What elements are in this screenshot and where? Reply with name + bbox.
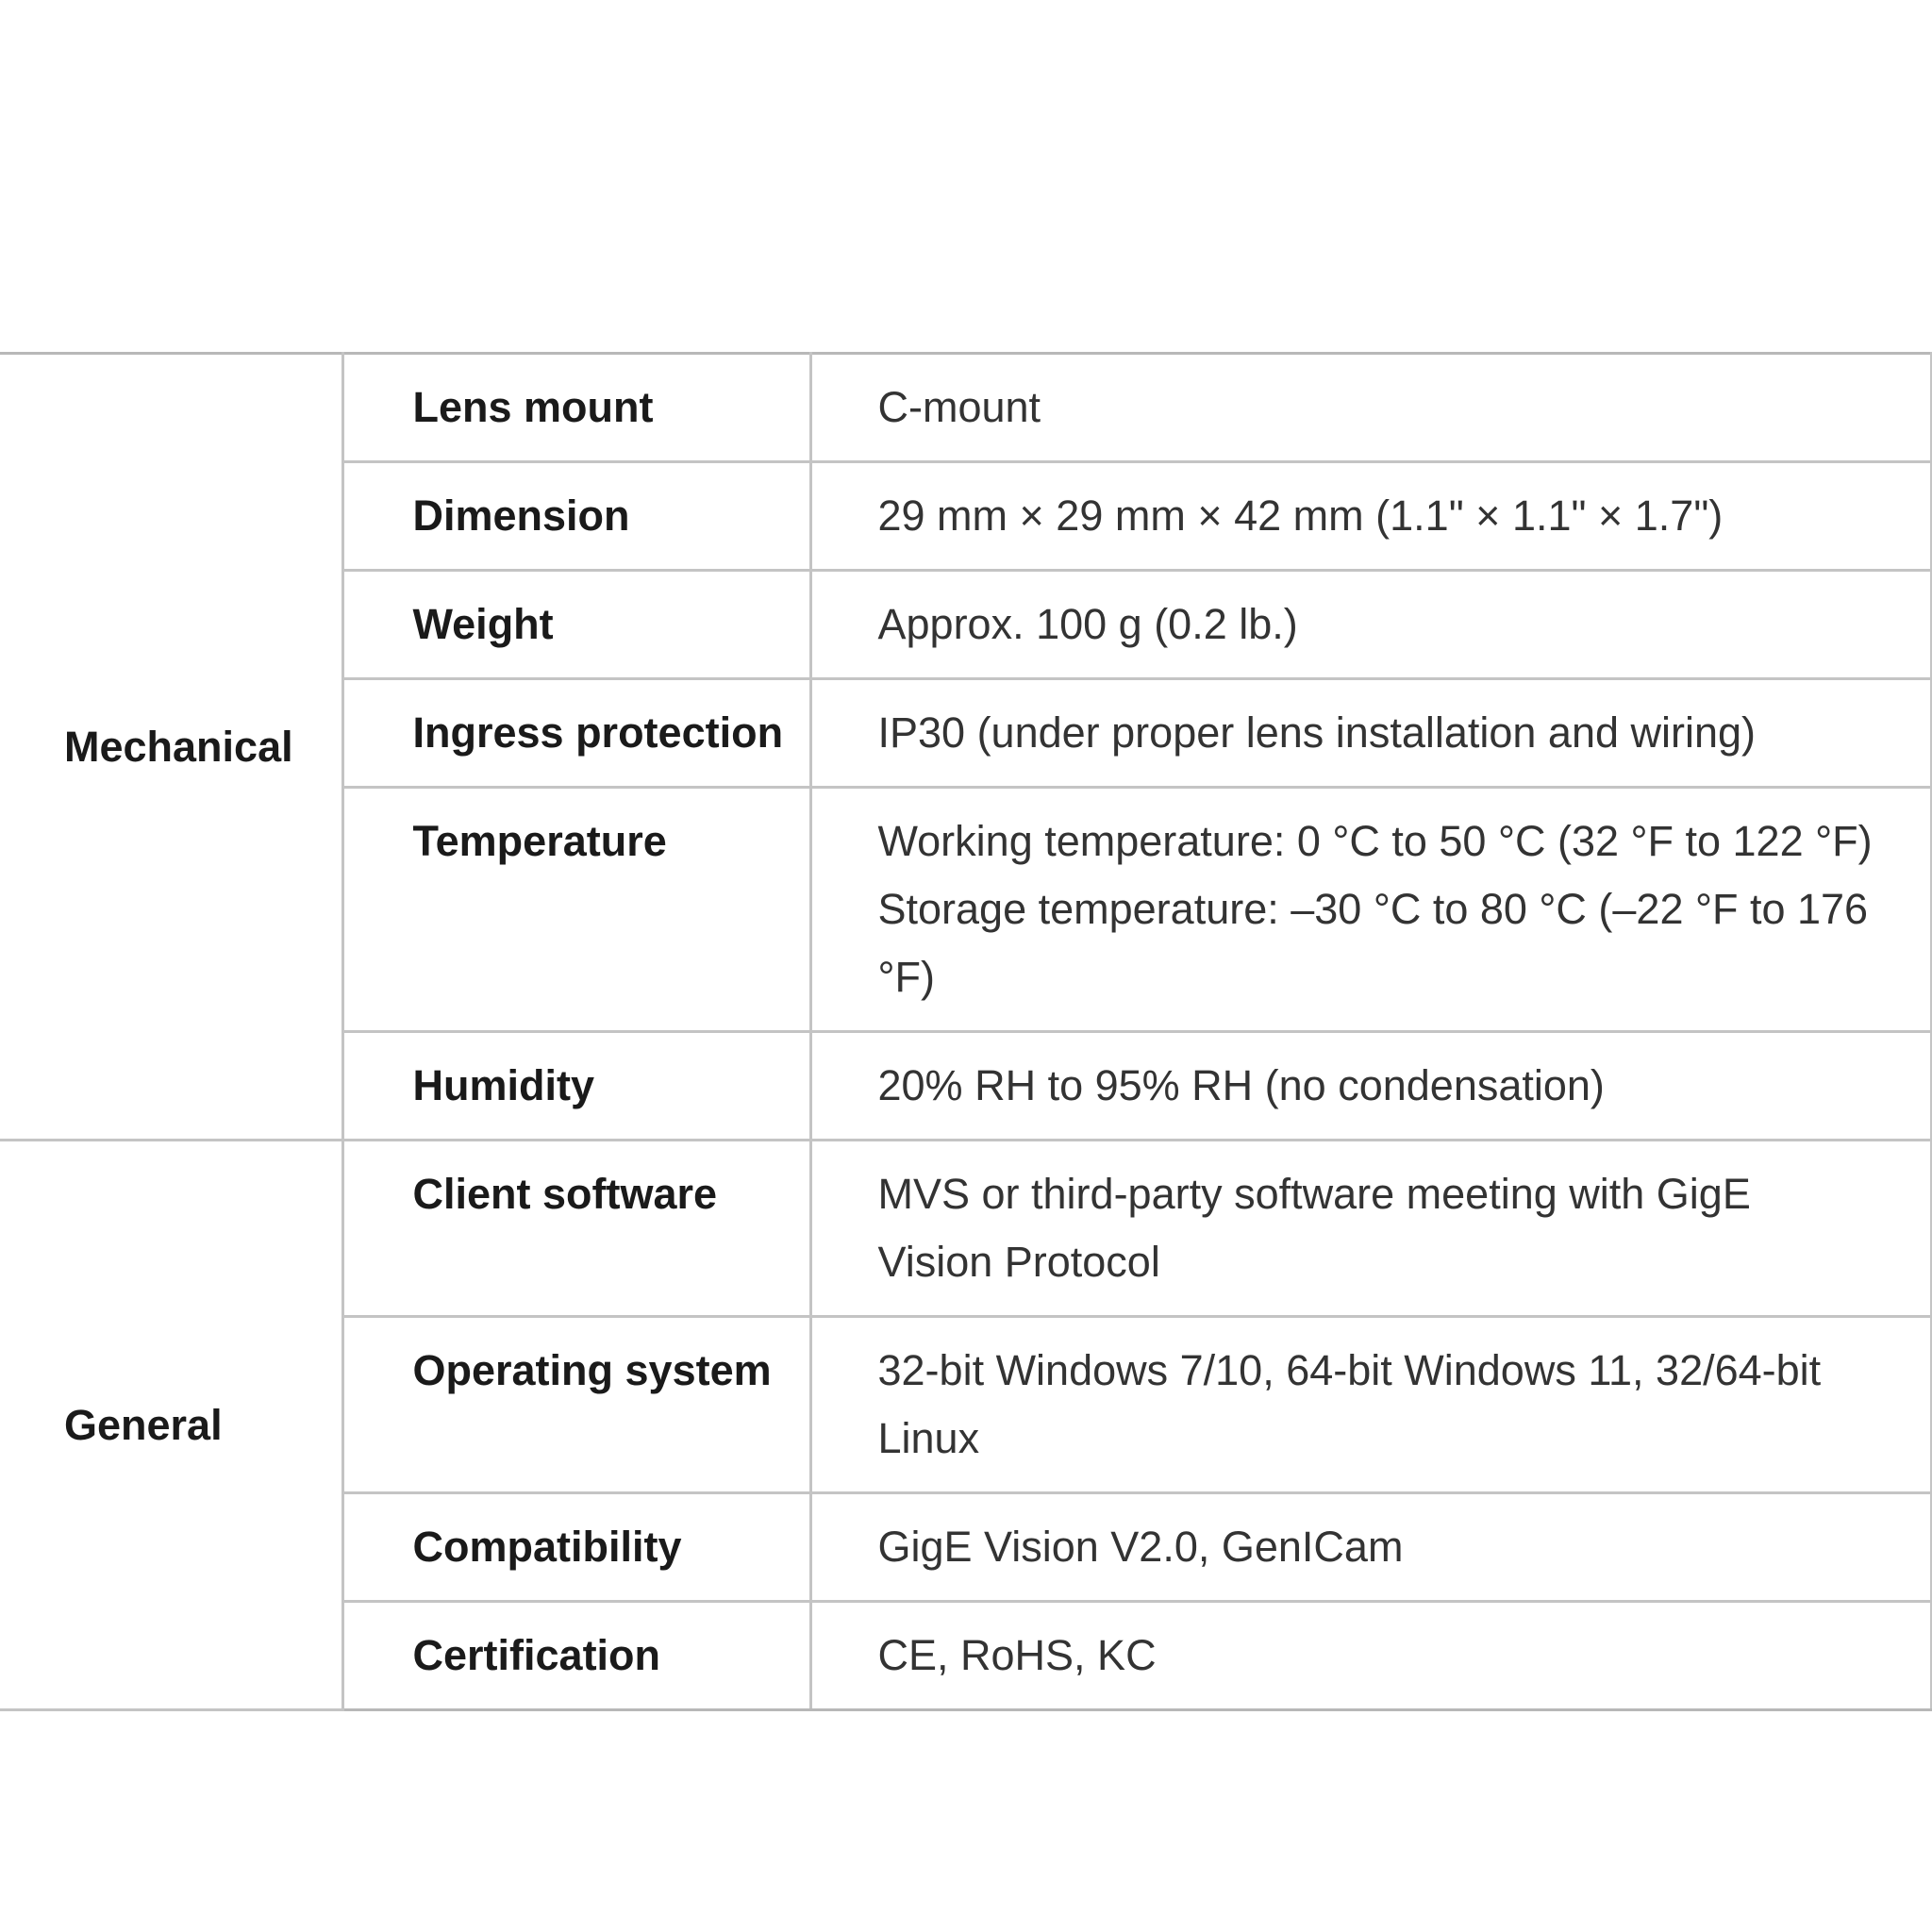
spec-value: Approx. 100 g (0.2 lb.): [810, 571, 1931, 679]
spec-value: Working temperature: 0 °C to 50 °C (32 °F to 122 °F) Storage temperature: –30 °C to 80 °C (–22 °F to 176 °F): [810, 788, 1931, 1032]
table-row: [0, 1141, 1931, 1317]
group-label-mechanical: Mechanical: [0, 354, 342, 1141]
spec-param: Certification: [342, 1602, 810, 1710]
spec-param: Operating system: [342, 1317, 810, 1493]
spec-param: Lens mount: [342, 354, 810, 462]
spec-param: Client software: [342, 1141, 810, 1317]
spec-value: CE, RoHS, KC: [810, 1602, 1931, 1710]
spec-table: [0, 352, 1932, 1711]
table-row: [0, 354, 1931, 462]
spec-param: Dimension: [342, 462, 810, 571]
spec-param: Ingress protection: [342, 679, 810, 788]
group-label-general: General: [0, 1141, 342, 1710]
spec-param: Temperature: [342, 788, 810, 1032]
spec-value: 29 mm × 29 mm × 42 mm (1.1" × 1.1" × 1.7"): [810, 462, 1931, 571]
spec-value: 32-bit Windows 7/10, 64-bit Windows 11, 32/64-bit Linux: [810, 1317, 1931, 1493]
spec-param: Weight: [342, 571, 810, 679]
spec-value: MVS or third-party software meeting with GigE Vision Protocol: [810, 1141, 1931, 1317]
spec-value: GigE Vision V2.0, GenICam: [810, 1493, 1931, 1602]
spec-value: IP30 (under proper lens installation and wiring): [810, 679, 1931, 788]
spec-value: C-mount: [810, 354, 1931, 462]
spec-param: Compatibility: [342, 1493, 810, 1602]
spec-value: 20% RH to 95% RH (no condensation): [810, 1032, 1931, 1141]
spec-param: Humidity: [342, 1032, 810, 1141]
